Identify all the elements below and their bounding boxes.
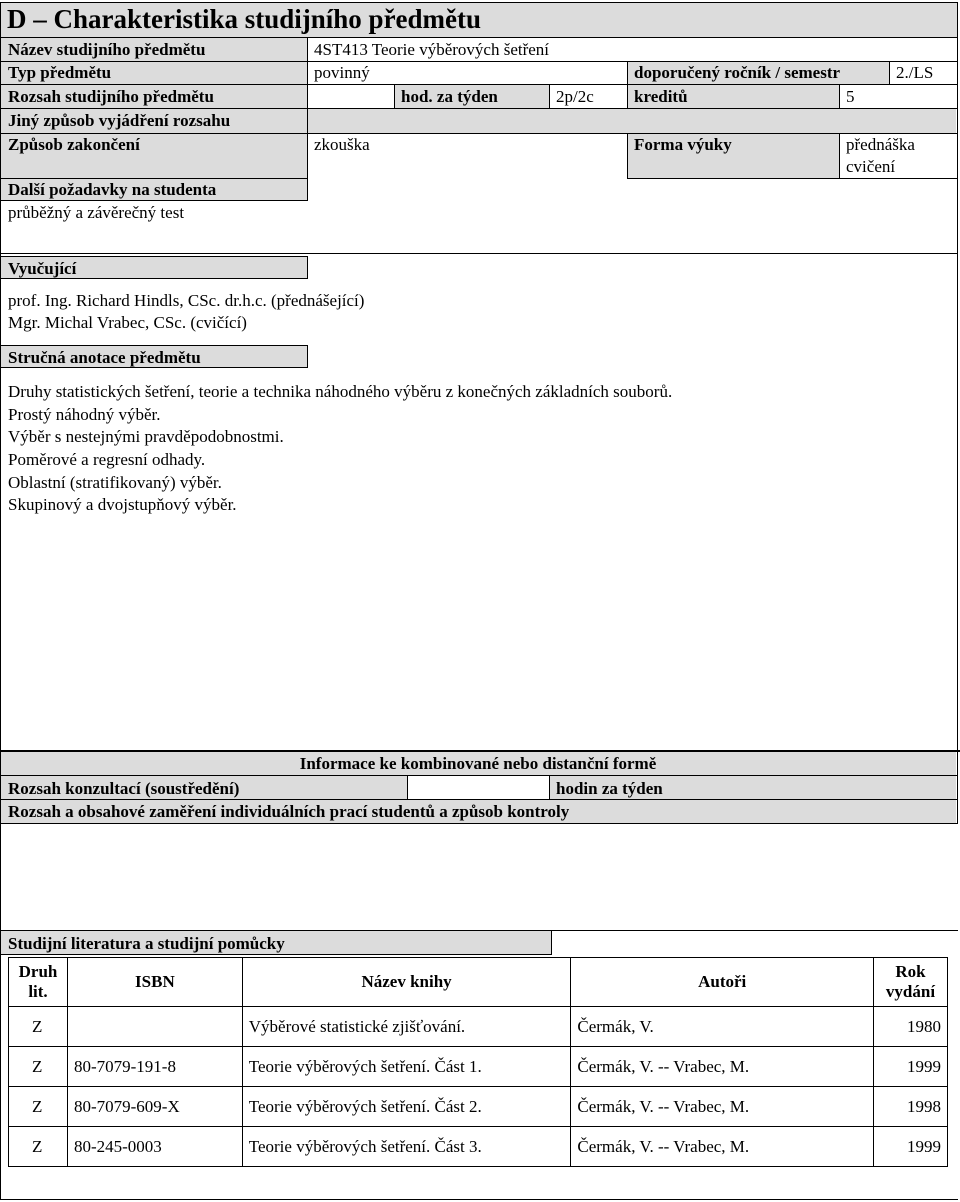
kind-cell: Z bbox=[9, 1047, 68, 1087]
annotation-label: Stručná anotace předmětu bbox=[8, 348, 201, 367]
literature-header-row bbox=[9, 958, 948, 1007]
authors-cell: Čermák, V. -- Vrabec, M. bbox=[571, 1127, 874, 1167]
annotation-line: Prostý náhodný výběr. bbox=[8, 405, 161, 424]
annotation-line: Skupinový a dvojstupňový výběr. bbox=[8, 495, 237, 514]
kind-cell: Z bbox=[9, 1087, 68, 1127]
isbn-cell: 80-245-0003 bbox=[67, 1127, 242, 1167]
hours-per-week-label: hod. za týden bbox=[401, 87, 498, 106]
title-cell: Teorie výběrových šetření. Část 2. bbox=[242, 1087, 571, 1127]
isbn-cell: 80-7079-191-8 bbox=[67, 1047, 242, 1087]
consultation-scope-value bbox=[407, 777, 414, 778]
teaching-form-label: Forma výuky bbox=[634, 135, 732, 154]
individual-work-label: Rozsah a obsahové zaměření individuálních prací studentů a způsob kontroly bbox=[8, 802, 570, 821]
isbn-cell bbox=[67, 1007, 242, 1047]
kind-cell: Z bbox=[9, 1127, 68, 1167]
completion-value: zkouška bbox=[314, 135, 370, 154]
credits-label: kreditů bbox=[634, 87, 688, 106]
page-title: D – Charakteristika studijního předmětu bbox=[7, 4, 482, 34]
authors-cell: Čermák, V. -- Vrabec, M. bbox=[571, 1087, 874, 1127]
literature-table bbox=[8, 957, 948, 1167]
course-scope-label: Rozsah studijního předmětu bbox=[8, 87, 214, 106]
teaching-form-seminar: cvičení bbox=[846, 157, 896, 176]
isbn-cell: 80-7079-609-X bbox=[67, 1087, 242, 1127]
title-header: Název knihy bbox=[242, 958, 571, 1007]
teacher-item: prof. Ing. Richard Hindls, CSc. dr.h.c. (přednášející) bbox=[8, 291, 365, 310]
title-cell: Výběrové statistické zjišťování. bbox=[242, 1007, 571, 1047]
year-cell: 1999 bbox=[874, 1047, 948, 1087]
isbn-header: ISBN bbox=[67, 958, 242, 1007]
teachers-label: Vyučující bbox=[8, 259, 77, 278]
table-row bbox=[9, 1047, 948, 1087]
requirements-label: Další požadavky na studenta bbox=[8, 180, 217, 199]
table-row bbox=[9, 1087, 948, 1127]
recommended-year-value: 2./LS bbox=[896, 63, 934, 82]
table-row bbox=[9, 1007, 948, 1047]
title-cell: Teorie výběrových šetření. Část 3. bbox=[242, 1127, 571, 1167]
year-header: Rok vydání bbox=[874, 958, 948, 1007]
credits-value: 5 bbox=[846, 87, 855, 106]
consultation-hours-label: hodin za týden bbox=[556, 779, 663, 798]
other-scope-label: Jiný způsob vyjádření rozsahu bbox=[8, 111, 231, 130]
year-cell: 1999 bbox=[874, 1127, 948, 1167]
recommended-year-label: doporučený ročník / semestr bbox=[634, 63, 841, 82]
course-type-label: Typ předmětu bbox=[8, 63, 112, 82]
hours-per-week-value: 2p/2c bbox=[556, 87, 594, 106]
teaching-form-lecture: přednáška bbox=[846, 135, 915, 154]
authors-cell: Čermák, V. bbox=[571, 1007, 874, 1047]
year-cell: 1998 bbox=[874, 1087, 948, 1127]
annotation-line: Druhy statistických šetření, teorie a technika náhodného výběru z konečných základních souborů. bbox=[8, 382, 673, 401]
teacher-item: Mgr. Michal Vrabec, CSc. (cvičící) bbox=[8, 313, 247, 332]
kind-cell: Z bbox=[9, 1007, 68, 1047]
authors-cell: Čermák, V. -- Vrabec, M. bbox=[571, 1047, 874, 1087]
authors-header: Autoři bbox=[571, 958, 874, 1007]
kind-header: Druh lit. bbox=[9, 958, 68, 1007]
annotation-line: Poměrové a regresní odhady. bbox=[8, 450, 206, 469]
requirements-value: průběžný a závěrečný test bbox=[8, 203, 185, 222]
title-cell: Teorie výběrových šetření. Část 1. bbox=[242, 1047, 571, 1087]
annotation-line: Oblastní (stratifikovaný) výběr. bbox=[8, 473, 222, 492]
consultation-scope-label: Rozsah konzultací (soustředění) bbox=[8, 779, 240, 798]
annotation-line: Výběr s nestejnými pravděpodobnostmi. bbox=[8, 427, 284, 446]
table-row bbox=[9, 1127, 948, 1167]
distance-form-title: Informace ke kombinované nebo distanční formě bbox=[299, 754, 657, 773]
course-type-value: povinný bbox=[314, 63, 370, 82]
course-name-label: Název studijního předmětu bbox=[8, 40, 206, 59]
year-cell: 1980 bbox=[874, 1007, 948, 1047]
course-name-value: 4ST413 Teorie výběrových šetření bbox=[314, 40, 550, 59]
completion-label: Způsob zakončení bbox=[8, 135, 140, 154]
literature-label: Studijní literatura a studijní pomůcky bbox=[8, 934, 285, 953]
